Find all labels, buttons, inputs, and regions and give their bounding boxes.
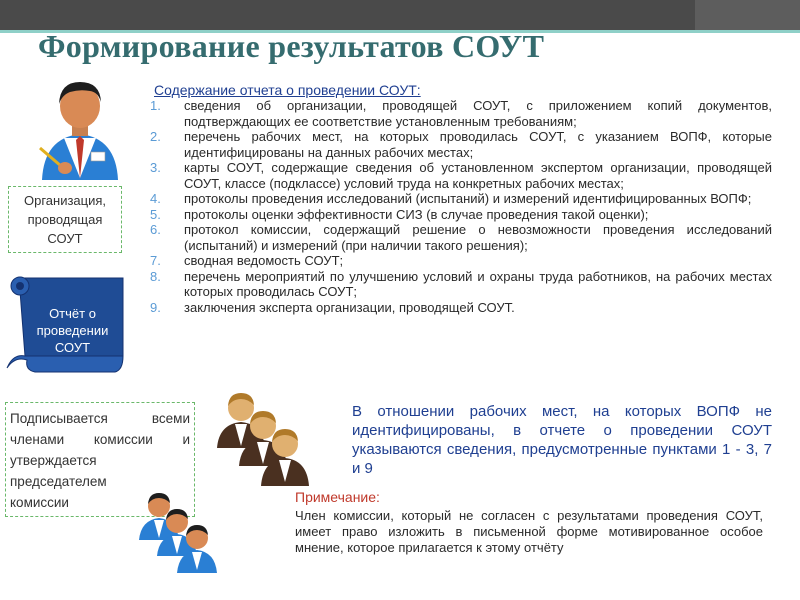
list-item-text: сводная ведомость СОУТ; <box>184 253 344 268</box>
list-item-text: протокол комиссии, содержащий решение о невозможности проведения исследований (испытаний) и измерений (при наличии такого решения); <box>184 222 772 253</box>
list-item-text: карты СОУТ, содержащие сведения об установленном экспертом организации, проводящей СОУТ, классе (подклассе) условий труда на конкретных рабочих местах; <box>184 160 772 191</box>
list-item-text: протоколы проведения исследований (испытаний) и измерений идентифицированных ВОПФ; <box>184 191 752 206</box>
list-item <box>150 253 772 269</box>
list-item-number: 9. <box>150 299 161 315</box>
person-with-pen-icon <box>34 78 126 180</box>
list-item-text: заключения эксперта организации, проводящей СОУТ. <box>184 299 515 315</box>
list-item-text: протоколы оценки эффективности СИЗ (в случае проведения такой оценки); <box>184 206 649 222</box>
list-item <box>150 160 772 191</box>
list-item <box>150 207 772 223</box>
top-bar <box>0 0 800 30</box>
report-content-list <box>150 98 772 315</box>
list-item-number: 3. <box>150 160 161 175</box>
list-item-number: 8. <box>150 268 161 284</box>
list-item-text: сведения об организации, проводящей СОУТ, с приложением копий документов, подтверждающих ее соответствие установленным требованиям; <box>184 98 772 129</box>
signing-text-line: председателем <box>10 474 107 489</box>
list-item-number: 7. <box>150 253 161 268</box>
organization-box <box>8 186 122 253</box>
list-item <box>150 222 772 253</box>
list-item <box>150 269 772 300</box>
signing-text-line: членами комиссии и <box>10 432 190 447</box>
list-item-text: перечень мероприятий по улучшению условий и охраны труда работников, на рабочих местах которых проводилась СОУТ; <box>184 268 772 299</box>
list-item <box>150 300 772 316</box>
list-item <box>150 98 772 129</box>
list-item-number: 5. <box>150 206 161 222</box>
list-item <box>150 129 772 160</box>
list-item-text: перечень рабочих мест, на которых проводилась СОУТ, с указанием ВОПФ, которые идентифицированы на данных рабочих местах; <box>184 129 772 160</box>
commission-people-icon <box>135 488 230 573</box>
top-bar-accent <box>695 0 800 30</box>
slide-title: Формирование результатов СОУТ <box>38 28 545 64</box>
signing-text-line: утверждается <box>10 453 97 468</box>
group-of-three-people-icon <box>215 390 335 486</box>
vopf-text: В отношении рабочих мест, на которых ВОПФ не идентифицированы, в отчете о проведении СОУТ указываются сведения, предусмотренные пунктами 1 - 3, 7 и 9 <box>352 403 772 477</box>
list-item-number: 4. <box>150 191 161 206</box>
list-item-number: 1. <box>150 98 161 113</box>
organization-box-text: Организация, проводящая СОУТ <box>23 193 107 246</box>
note-label: Примечание: <box>295 489 380 505</box>
signing-text-line: Подписывается всеми <box>10 411 190 426</box>
content-heading: Содержание отчета о проведении СОУТ: <box>154 82 421 98</box>
list-item-number: 2. <box>150 129 161 144</box>
signing-text-line: комиссии <box>10 495 69 510</box>
list-item-number: 6. <box>150 222 161 237</box>
note-text: Член комиссии, который не согласен с результатами проведения СОУТ, имеет право изложить в письменной форме мотивированное особое мнение, которое прилагается к этому отчёту <box>295 508 763 555</box>
list-item <box>150 191 772 207</box>
report-scroll-text: Отчёт о проведении СОУТ <box>36 306 109 355</box>
